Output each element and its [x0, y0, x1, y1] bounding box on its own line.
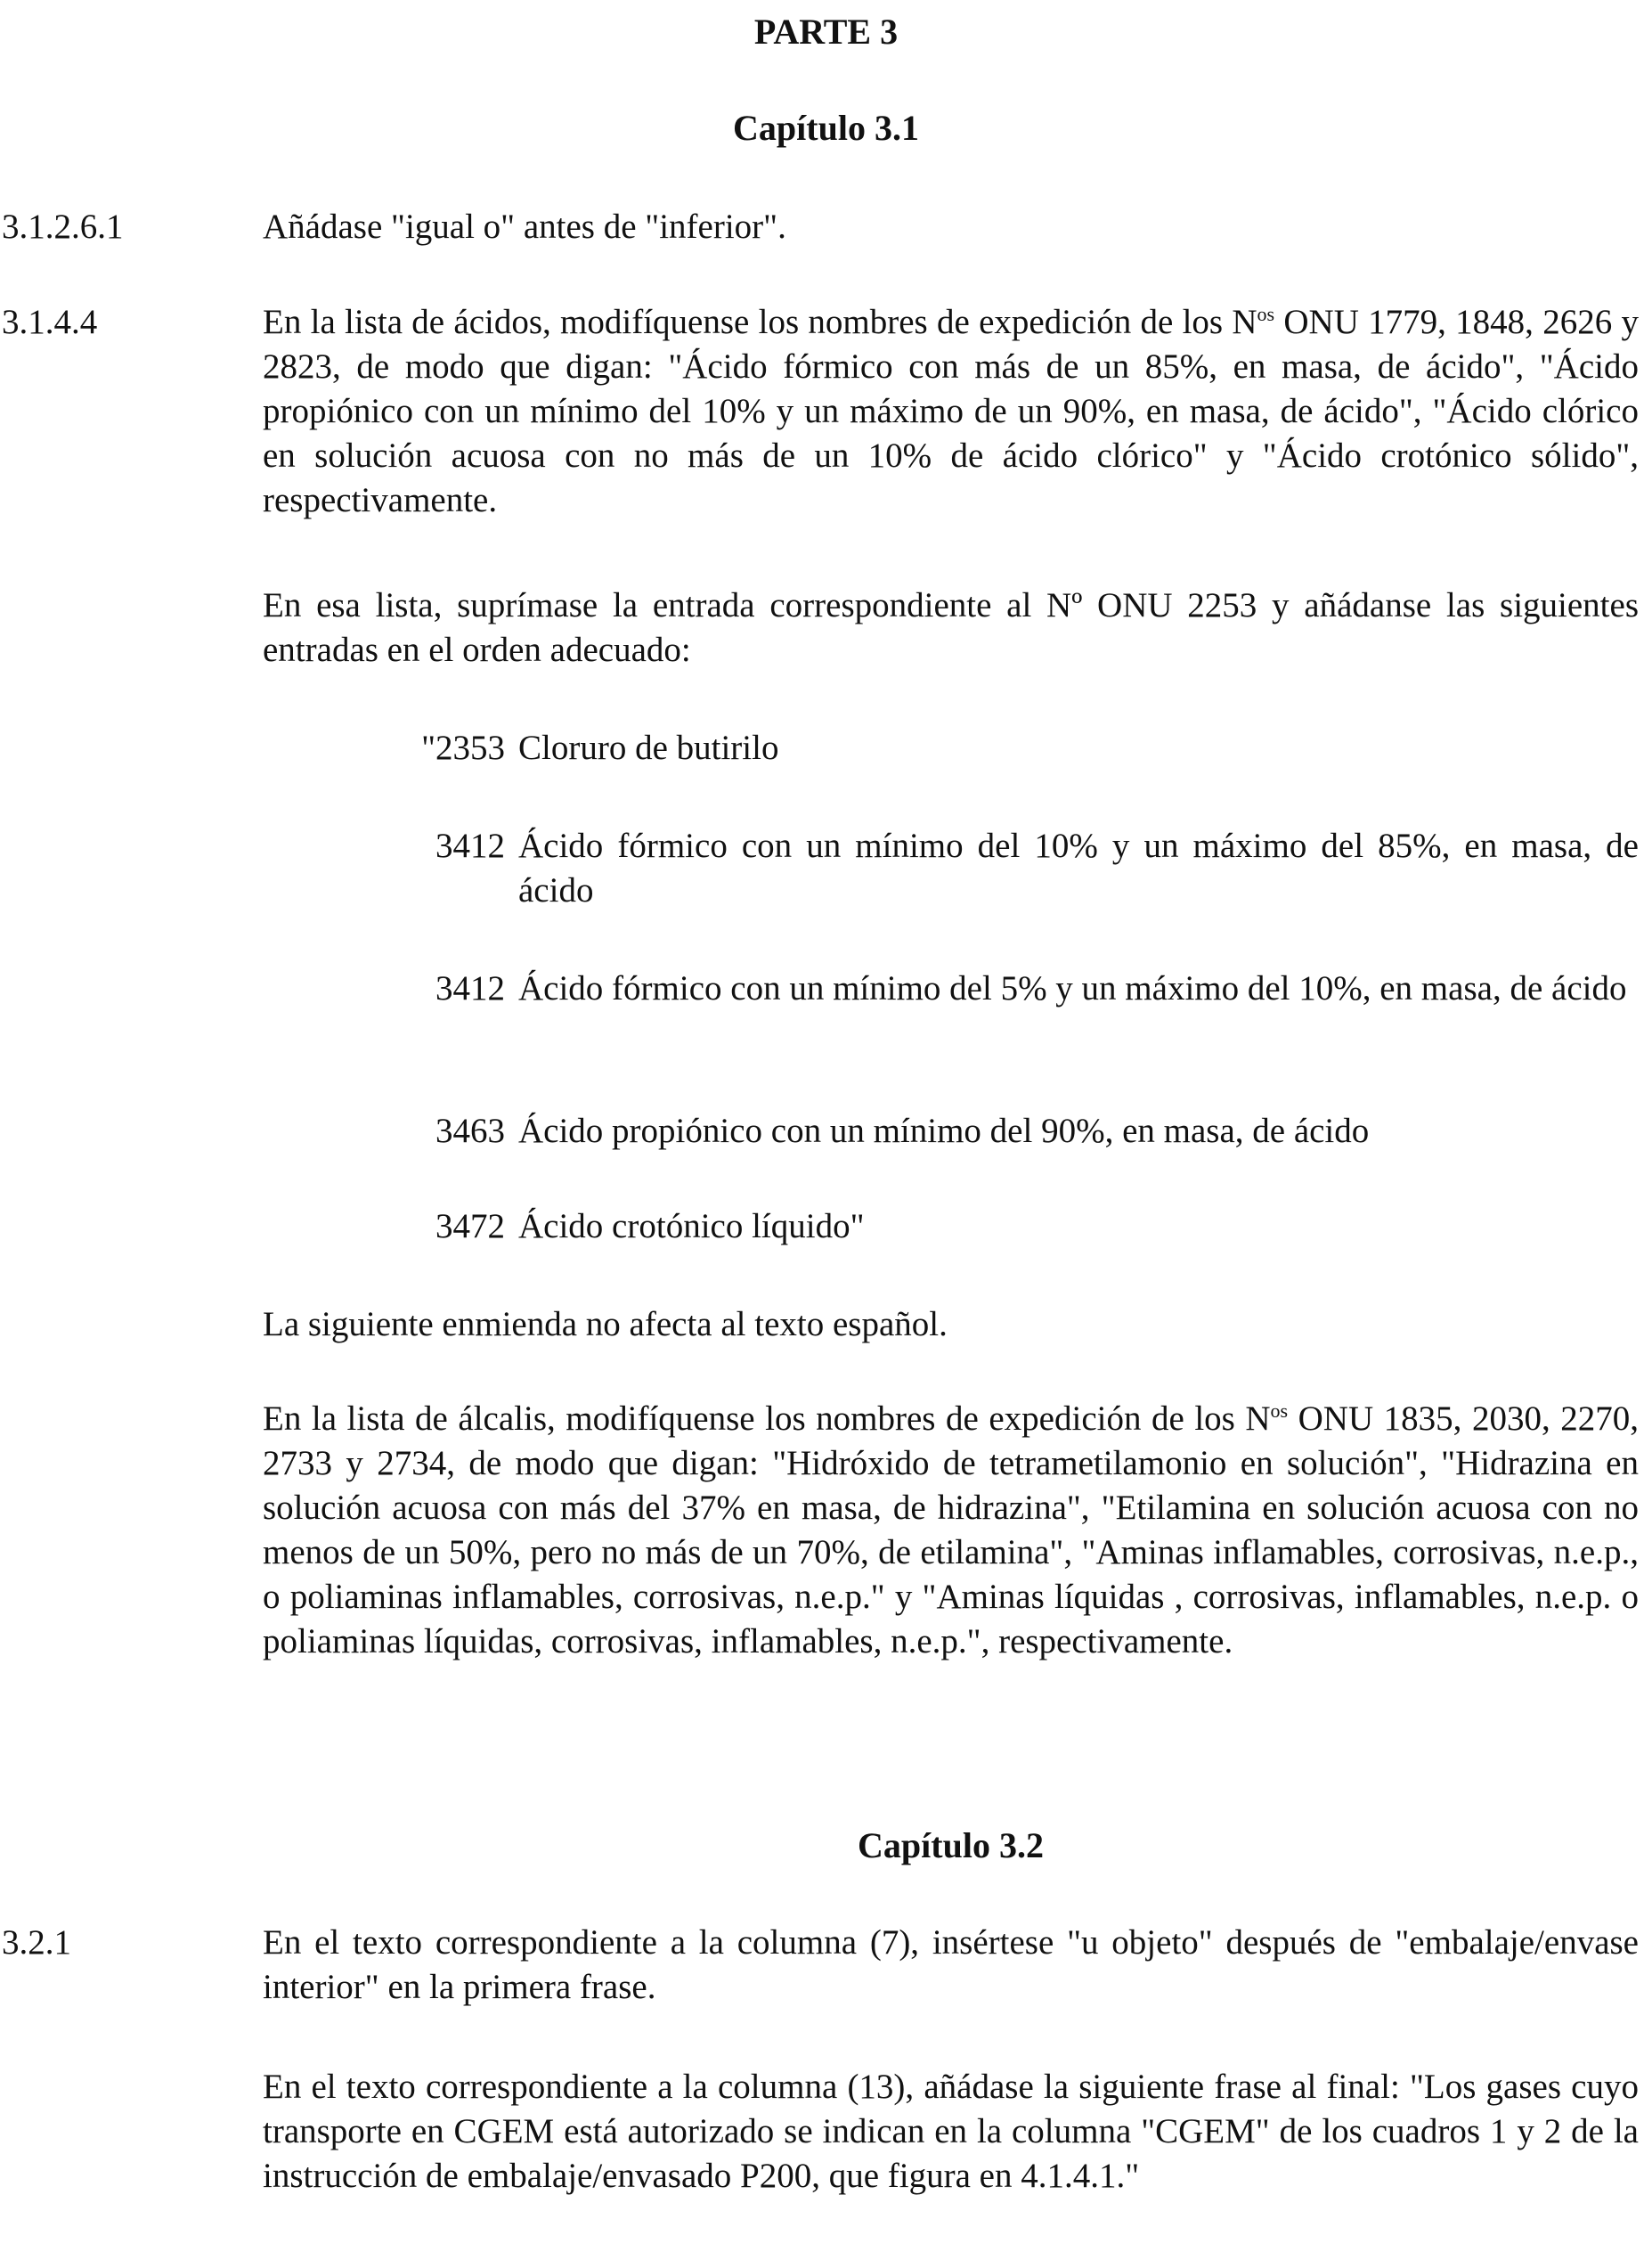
chapter-3-2-title: Capítulo 3.2: [858, 1825, 1044, 1865]
entry-description: Ácido crotónico líquido": [518, 1207, 865, 1245]
column-7-paragraph: En el texto correspondiente a la columna (7), insértese "u objeto" después de "embalaje/envase interior" en la primera frase.: [263, 1923, 1639, 2006]
column-13-paragraph: En el texto correspondiente a la columna (13), añádase la siguiente frase al final: "Los gases cuyo transporte en CGEM está autorizado se indican en la columna "CGEM" de los cuadros 1 y 2 de la instrucción de embalaje/envasado P200, que figura en 4.1.4.1.": [263, 2068, 1639, 2195]
un-number: "2353: [421, 729, 505, 767]
entry-description: Ácido propiónico con un mínimo del 90%, en masa, de ácido: [518, 1112, 1370, 1150]
entry-description: Cloruro de butirilo: [518, 729, 779, 767]
acids-superscript: os: [1257, 303, 1275, 325]
alkalis-text-rest: ONU 1835, 2030, 2270, 2733 y 2734, de modo que digan: "Hidróxido de tetrametilamonio en solución", "Hidrazina en solución acuosa con más del 37% en masa, de hidrazina", "Etilamina en solución acuosa con no menos de un 50%, pero no más de un 70%, de etilamina", "Aminas inflamables, corrosivas, n.e.p., o poliaminas inflamables, corrosivas, n.e.p." y "Aminas líquidas , corrosivas, inflamables, n.e.p. o poliaminas líquidas, corrosivas, inflamables, n.e.p.", respectivamente.: [263, 1399, 1639, 1660]
un-number: 3472: [435, 1207, 505, 1245]
entry-description: Ácido fórmico con un mínimo del 5% y un máximo del 10%, en masa, de ácido: [518, 969, 1627, 1008]
delete-entry-paragraph: En esa lista, suprímase la entrada correspondiente al Nº ONU 2253 y añádanse las siguientes entradas en el orden adecuado:: [263, 586, 1639, 669]
un-number: 3463: [435, 1112, 505, 1150]
spanish-text-note: La siguiente enmienda no afecta al texto español.: [263, 1305, 948, 1343]
entry-description: Ácido fórmico con un mínimo del 10% y un máximo del 85%, en masa, de ácido: [518, 827, 1639, 910]
acids-list-paragraph: [263, 300, 1639, 523]
un-number: 3412: [435, 969, 505, 1008]
un-number: 3412: [435, 827, 505, 865]
acids-text-rest: ONU 1779, 1848, 2626 y 2823, de modo que digan: "Ácido fórmico con más de un 85%, en masa, de ácido", "Ácido propiónico con un mínimo del 10% y un máximo de un 90%, en masa, de ácido", "Ácido clórico en solución acuosa con no más de un 10% de ácido clórico" y "Ácido crotónico sólido", respectivamente.: [263, 303, 1639, 519]
section-ref-3-1-2-6-1: 3.1.2.6.1: [2, 208, 124, 246]
alkalis-superscript: os: [1270, 1399, 1289, 1422]
section-ref-3-1-4-4: 3.1.4.4: [2, 303, 98, 341]
section-text-3-1-2-6-1: Añádase "igual o" antes de "inferior".: [263, 208, 786, 246]
section-ref-3-2-1: 3.2.1: [2, 1923, 71, 1962]
part-title: PARTE 3: [753, 12, 899, 52]
alkalis-list-paragraph: [263, 1397, 1639, 1664]
acids-text-prefix: En la lista de ácidos, modifíquense los nombres de expedición de los N: [263, 303, 1257, 341]
chapter-3-1-title: Capítulo 3.1: [733, 108, 919, 148]
alkalis-text-prefix: En la lista de álcalis, modifíquense los nombres de expedición de los N: [263, 1399, 1271, 1438]
